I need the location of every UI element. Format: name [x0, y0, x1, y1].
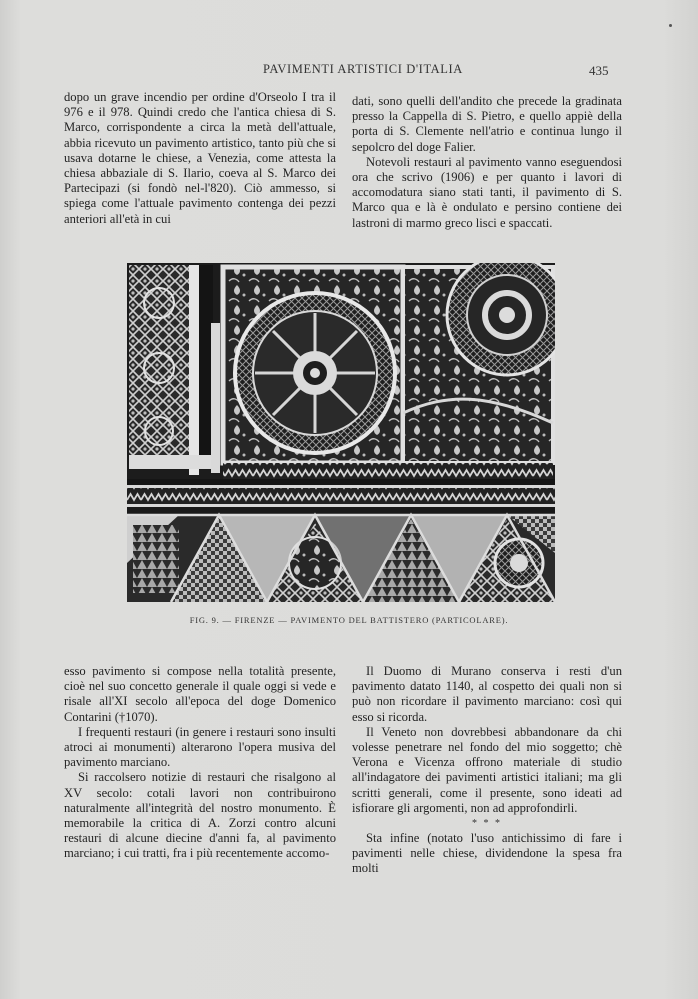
section-asterism: * * *	[472, 818, 502, 830]
paragraph: I frequenti restauri (in genere i restauri sono insulti atroci ai monumenti) alterarono l'opera musiva del pavimento marciano.	[64, 724, 336, 770]
figure-caption: FIG. 9. — FIRENZE — PAVIMENTO DEL BATTISTERO (PARTICOLARE).	[189, 615, 509, 625]
text-column-bottom-left	[64, 664, 336, 862]
figure-photograph-baptistery-pavement	[127, 263, 555, 602]
text-column-top-left	[64, 90, 336, 227]
running-header	[0, 62, 698, 82]
paragraph: Il Duomo di Murano conserva i resti d'un pavimento datato 1140, al cospetto dei quali non si può non ricordare il pavimento marciano: così qui esso si ricorda.	[352, 664, 622, 724]
text-column-bottom-right	[352, 664, 622, 877]
paragraph: Notevoli restauri al pavimento vanno eseguendosi ora che scrivo (1906) e per quanto i lavori di accomodatura siano stati tanti, il pavimento di S. Marco qua e là è ondulato e persino contiene dei lastroni di marmo greco lisci e spaccati.	[352, 154, 622, 230]
paragraph: Si raccolsero notizie di restauri che risalgono al XV secolo: cotali lavori non contribuirono naturalmente all'integrità del nostro monumento. È memorabile la critica di A. Zorzi contro alcuni restauri di alcune diecine d'anni fa, al pavimento marciano; i cui tratti, fra i più recentemente accomo-	[64, 770, 336, 861]
paragraph: esso pavimento si compose nella totalità presente, cioè nel suo concetto generale il quale oggi si vede e risale all'XI secolo all'epoca del doge Domenico Contarini (†1070).	[64, 664, 336, 724]
page-speck	[669, 24, 672, 27]
page-number: 435	[589, 63, 609, 78]
running-title: PAVIMENTI ARTISTICI D'ITALIA	[263, 62, 463, 76]
paragraph: Il Veneto non dovrebbesi abbandonare da chi volesse penetrare nel fondo del mio soggetto; chè Verona e Vicenza offrono materiale di studio all'indagatore dei pavimenti artistici italiani; ma gli scritti generali, come il presente, sono ideati ad isfiorare gli argomenti, non ad approfondirli.	[352, 724, 622, 815]
paragraph: dopo un grave incendio per ordine d'Orseolo I tra il 976 e il 978. Quindi credo che l'antica chiesa di S. Marco, corrispondente a circa la metà dell'attuale, abbia ricevuto un pavimento artistico, tanto più che si usava dotarne le chiese, a Venezia, come attesta la chiesa abbaziale di S. Ilario, coeva al S. Marco dei Partecipazi (si fondò nel-l'820). Ciò ammesso, si spiega come l'attuale pavimento contenga dei pezzi anteriori all'età in cui	[64, 90, 336, 226]
text-column-top-right	[352, 94, 622, 231]
paragraph: dati, sono quelli dell'andito che precede la gradinata presso la Cappella di S. Pietro, e quello appiè della porta di S. Clemente nell'atrio e continua lungo il sepolcro del doge Falier.	[352, 94, 622, 154]
paragraph: Sta infine (notato l'uso antichissimo di fare i pavimenti nelle chiese, dividendone la spesa fra molti	[352, 831, 622, 876]
